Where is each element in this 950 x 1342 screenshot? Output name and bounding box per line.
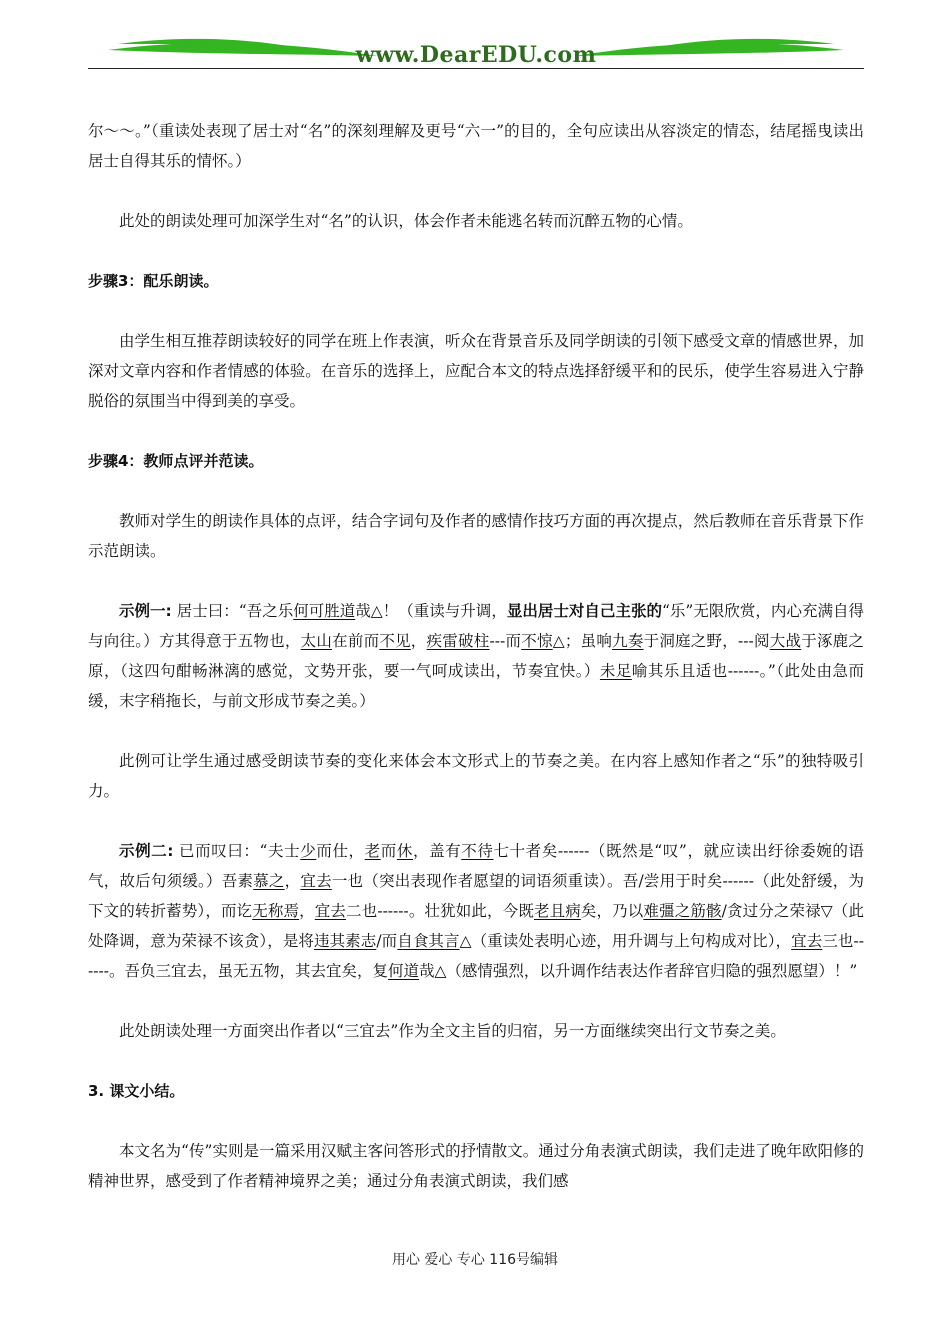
underlined-text: 老且病: [533, 902, 581, 920]
underlined-text: 慕之: [253, 872, 285, 890]
text-run: 哉△（感情强烈，以升调作结表达作者辞官归隐的强烈愿望）！”: [418, 962, 858, 980]
bold-text: 示例二:: [119, 842, 174, 860]
paragraph: [88, 326, 864, 416]
text-run: ，: [410, 632, 427, 650]
underlined-text: 宜去: [300, 872, 332, 890]
text-run: 居士曰：“吾之乐: [171, 602, 294, 620]
underlined-text: 太山: [300, 632, 333, 650]
text-run: 由学生相互推荐朗读较好的同学在班上作表演，听众在背景音乐及同学朗读的引领下感受文章的情感世界，加深对文章内容和作者情感的体验。在音乐的选择上，应配合本文的特点选择舒缓平和的民乐，使学生容易进入宁静脱俗的氛围当中得到美的享受。: [88, 332, 864, 410]
document-body: [88, 116, 864, 1196]
paragraph: [88, 746, 864, 806]
underlined-text: 宜去: [314, 902, 347, 920]
underlined-text: 不见: [379, 632, 411, 650]
text-run: 矣，乃以: [580, 902, 644, 920]
paragraph-spacer: [88, 176, 864, 206]
paragraph: [88, 596, 864, 716]
text-run: ，: [299, 902, 315, 920]
text-run: 此处的朗读处理可加深学生对“名”的认识，体会作者未能逃名转而沉醉五物的心情。: [119, 212, 693, 230]
paragraph-spacer: [88, 236, 864, 266]
section-heading: [88, 446, 864, 476]
text-run: 教师对学生的朗读作具体的点评，结合字词句及作者的感情作技巧方面的再次提点，然后教师在音乐背景下作示范朗读。: [88, 512, 864, 560]
text-run: 一也（突出表现作者愿望的词语须重读）。吾/尝用于时矣------（此处舒缓，为下文的转折蓄势），而讫: [88, 872, 864, 920]
underlined-text: 不待: [461, 842, 494, 860]
text-run: /而: [376, 932, 398, 950]
underlined-text: 疾雷破柱: [426, 632, 490, 650]
underlined-text: 少: [300, 842, 317, 860]
paragraph-spacer: [88, 1106, 864, 1136]
text-run: “乐”无限欣赏，内心充满自得与向往。）方其得意于五物也，: [88, 602, 864, 650]
underlined-text: 老: [364, 842, 381, 860]
text-run: 此例可让学生通过感受朗读节奏的变化来体会本文形式上的节奏之美。在内容上感知作者之“乐”的独特吸引力。: [88, 752, 864, 800]
page-footer: 用心 爱心 专心 116号编辑: [391, 1252, 559, 1268]
text-run: △；虽响: [552, 632, 613, 650]
site-logo-text: www.DearEDU.com: [355, 42, 597, 68]
text-run: 二也------。壮犹如此，今既: [346, 902, 534, 920]
underlined-text: 大战: [769, 632, 802, 650]
header-rule: [88, 68, 864, 69]
text-run: 于洞庭之野，---阅: [643, 632, 770, 650]
text-run: 哉△！（重读与升调，: [355, 602, 507, 620]
text-run: ，盖有: [412, 842, 462, 860]
text-run: 三也------。吾负三宜去，虽无五物，其去宜矣，复: [88, 932, 864, 980]
underlined-text: 自食其言: [397, 932, 460, 950]
text-run: 而: [380, 842, 397, 860]
text-run: 尔～～。”（重读处表现了居士对“名”的深刻理解及更号“六一”的目的，全句应读出从容淡定的情态，结尾摇曳读出居士自得其乐的情怀。）: [88, 122, 864, 170]
underlined-text: 休: [396, 842, 413, 860]
paragraph: [88, 1016, 864, 1046]
text-run: 喻其乐且适也------。”（此处由急而缓，末字稍拖长，与前文形成节奏之美。）: [88, 662, 864, 710]
paragraph-spacer: [88, 296, 864, 326]
paragraph-spacer: [88, 806, 864, 836]
text-run: 此处朗读处理一方面突出作者以“三宜去”作为全文主旨的归宿，另一方面继续突出行文节奏之美。: [119, 1022, 786, 1040]
text-run: △（重读处表明心迹，用升调与上句构成对比），: [459, 932, 792, 950]
underlined-text: 九奏: [612, 632, 644, 650]
text-run: 本文名为“传”实则是一篇采用汉赋主客问答形式的抒情散文。通过分角表演式朗读，我们走进了晚年欧阳修的精神世界，感受到了作者精神境界之美；通过分角表演式朗读，我们感: [88, 1142, 864, 1190]
underlined-text: 违其素志: [314, 932, 377, 950]
underlined-text: 无称焉: [252, 902, 300, 920]
underlined-text: 未足: [599, 662, 632, 680]
underlined-text: 何道: [387, 962, 419, 980]
paragraph: [88, 1136, 864, 1196]
text-run: 于涿鹿之原，（这四句酣畅淋漓的感觉，文势开张，要一气呵成读出，节奏宜快。）: [88, 632, 864, 680]
text-run: 3. 课文小结。: [88, 1082, 185, 1100]
paragraph-spacer: [88, 716, 864, 746]
paragraph: [88, 116, 864, 176]
underlined-text: 宜去: [791, 932, 823, 950]
paragraph: [88, 836, 864, 986]
underlined-text: 何可胜道: [293, 602, 356, 620]
paragraph: [88, 206, 864, 236]
bold-text: 示例一:: [119, 602, 172, 620]
paragraph-spacer: [88, 476, 864, 506]
paragraph-spacer: [88, 1046, 864, 1076]
section-heading: [88, 266, 864, 296]
section-heading: [88, 1076, 864, 1106]
text-run: 在前而: [332, 632, 380, 650]
paragraph-spacer: [88, 986, 864, 1016]
paragraph: [88, 506, 864, 566]
text-run: 步骤4：教师点评并范读。: [88, 452, 264, 470]
text-run: 已而叹曰：“夫士: [173, 842, 301, 860]
page-header: [88, 32, 864, 72]
text-run: ，: [284, 872, 301, 890]
text-run: ---而: [489, 632, 522, 650]
paragraph-spacer: [88, 416, 864, 446]
text-run: /贪过分之荣禄▽（此处降调，意为荣禄不该贪），是将: [88, 902, 864, 950]
bold-text: 显出居士对自己主张的: [506, 602, 662, 620]
text-run: 七十者矣------（既然是“叹”，就应读出纡徐委婉的语气，故后句须缓。）吾素: [88, 842, 864, 890]
underlined-text: 不惊: [521, 632, 553, 650]
paragraph-spacer: [88, 566, 864, 596]
text-run: 而仕，: [316, 842, 365, 860]
underlined-text: 难彊之筋骸: [643, 902, 722, 920]
text-run: 步骤3：配乐朗读。: [88, 272, 219, 290]
